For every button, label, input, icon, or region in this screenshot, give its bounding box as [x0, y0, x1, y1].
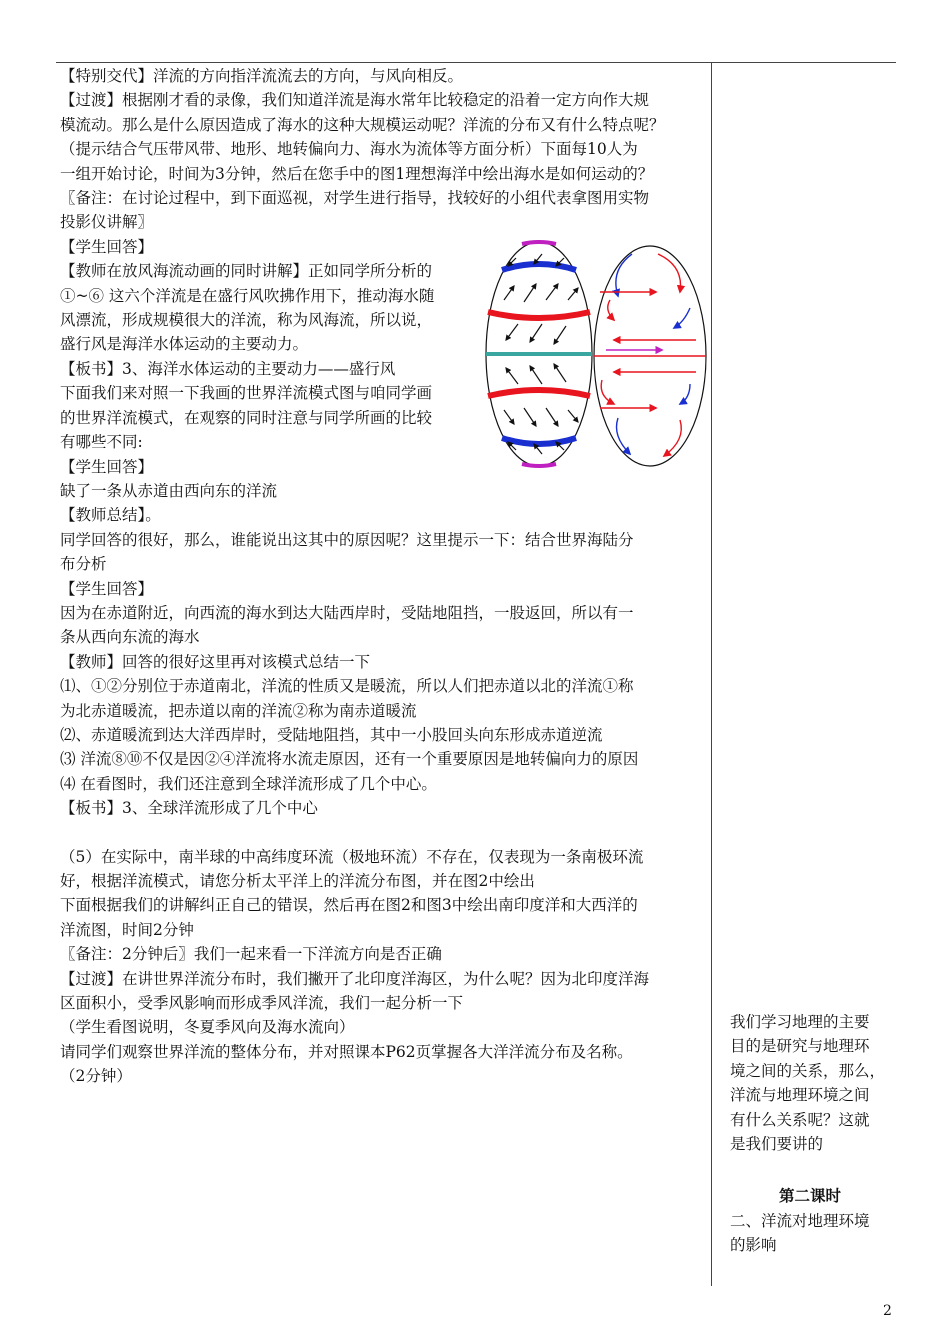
text-line: 【过渡】在讲世界洋流分布时，我们撇开了北印度洋海区，为什么呢？因为北印度洋海 — [60, 969, 650, 988]
ocean-current-ellipse — [594, 246, 706, 466]
text-line: 盛行风是海洋水体运动的主要动力。 — [60, 335, 309, 354]
text-line: 【学生回答】 — [60, 579, 154, 598]
text-line: （5）在实际中，南半球的中高纬度环流（极地环流）不存在，仅表现为一条南极环流 — [60, 847, 644, 866]
text-line: 洋流图，时间2分钟 — [60, 920, 194, 939]
side-line: 洋流与地理环境之间 — [730, 1086, 870, 1105]
text-line: 投影仪讲解〗 — [60, 213, 154, 232]
text-line: （提示结合气压带风带、地形、地转偏向力、海水为流体等方面分析）下面每10人为 — [60, 140, 638, 159]
text-line: 模流动。那么是什么原因造成了海水的这种大规模运动呢？洋流的分布又有什么特点呢？ — [60, 115, 665, 134]
text-line: ⑶ 洋流⑧⑩不仅是因②④洋流将水流走原因，还有一个重要原因是地转偏向力的原因 — [60, 750, 639, 769]
side-line: 是我们要讲的 — [730, 1135, 824, 1154]
side-line: 境之间的关系，那么， — [730, 1061, 886, 1080]
text-line: ⑷ 在看图时，我们还注意到全球洋流形成了几个中心。 — [60, 774, 437, 793]
text-line: 有哪些不同: — [60, 433, 143, 452]
page-number: 2 — [883, 1303, 892, 1319]
text-line: 〖备注：2分钟后〗我们一起来看一下洋流方向是否正确 — [60, 945, 442, 964]
text-line: ①~⑥ 这六个洋流是在盛行风吹拂作用下，推动海水随 — [60, 286, 435, 305]
wind-belt-ellipse — [486, 242, 592, 466]
text-line: 【特别交代】洋流的方向指洋流流去的方向，与风向相反。 — [60, 67, 464, 85]
main-column — [60, 64, 706, 1089]
side-line: 二、洋流对地理环境 — [730, 1211, 870, 1230]
text-line: 【教师在放风海流动画的同时讲解】正如同学所分析的 — [60, 262, 433, 281]
text-line: 〖备注：在讨论过程中，到下面巡视，对学生进行指导，找较好的小组代表拿图用实物 — [60, 189, 650, 208]
text-line: 【过渡】根据刚才看的录像，我们知道洋流是海水常年比较稳定的沿着一定方向作大规 — [60, 91, 650, 110]
text-line: 【学生回答】 — [60, 237, 154, 256]
text-line: 布分析 — [60, 555, 107, 574]
text-line: ⑴、①②分别位于赤道南北，洋流的性质又是暖流，所以人们把赤道以北的洋流①称 — [60, 677, 634, 696]
text-line: 【板书】3、全球洋流形成了几个中心 — [60, 799, 318, 818]
text-line: 一组开始讨论，时间为3分钟，然后在您手中的图1理想海洋中绘出海水是如何运动的？ — [60, 164, 654, 183]
text-line: 请同学们观察世界洋流的整体分布，并对照课本P62页掌握各大洋洋流分布及名称。 — [60, 1042, 633, 1061]
blank-line — [60, 821, 706, 845]
text-line: 风漂流，形成规模很大的洋流，称为风海流，所以说， — [60, 311, 433, 330]
text-line: 【学生回答】 — [60, 457, 154, 476]
text-line: 同学回答的很好，那么，谁能说出这其中的原因呢？这里提示一下：结合世界海陆分 — [60, 530, 634, 549]
side-line: 我们学习地理的主要 — [730, 1013, 870, 1031]
text-line: （2分钟） — [60, 1067, 132, 1086]
text-line: 条从西向东流的海水 — [60, 628, 200, 647]
text-line: 好，根据洋流模式，请您分析太平洋上的洋流分布图，并在图2中绘出 — [60, 872, 535, 890]
text-line: 【板书】3、海洋水体运动的主要动力——盛行风 — [60, 359, 396, 378]
text-line: 因为在赤道附近，向西流的海水到达大陆西岸时，受陆地阻挡，一股返回，所以有一 — [60, 603, 634, 622]
text-line: （学生看图说明，冬夏季风向及海水流向） — [60, 1018, 355, 1037]
text-line: 【教师总结】。 — [60, 506, 161, 525]
text-line: 为北赤道暖流，把赤道以南的洋流②称为南赤道暖流 — [60, 701, 417, 720]
lesson-heading: 第二课时 — [778, 1186, 841, 1206]
text-line: 下面我们来对照一下我画的世界洋流模式图与咱同学画 — [60, 384, 433, 403]
ocean-current-model-diagram — [484, 240, 714, 470]
text-line: ⑵、赤道暖流到达大洋西岸时，受陆地阻挡，其中一小股回头向东形成赤道逆流 — [60, 725, 603, 744]
side-line: 目的是研究与地理环 — [730, 1037, 870, 1056]
side-line: 有什么关系呢？这就 — [730, 1110, 870, 1129]
text-line: 缺了一条从赤道由西向东的洋流 — [60, 481, 278, 500]
text-line: 区面积小，受季风影响而形成季风洋流，我们一起分析一下 — [60, 994, 464, 1013]
text-line: 【教师】回答的很好这里再对该模式总结一下 — [60, 652, 371, 671]
side-notes — [730, 1010, 890, 1258]
text-line: 的世界洋流模式，在观察的同时注意与同学所画的比较 — [60, 408, 433, 427]
text-line: 下面根据我们的讲解纠正自己的错误，然后再在图2和图3中绘出南印度洋和大西洋的 — [60, 896, 638, 915]
side-line: 的影响 — [730, 1236, 777, 1255]
